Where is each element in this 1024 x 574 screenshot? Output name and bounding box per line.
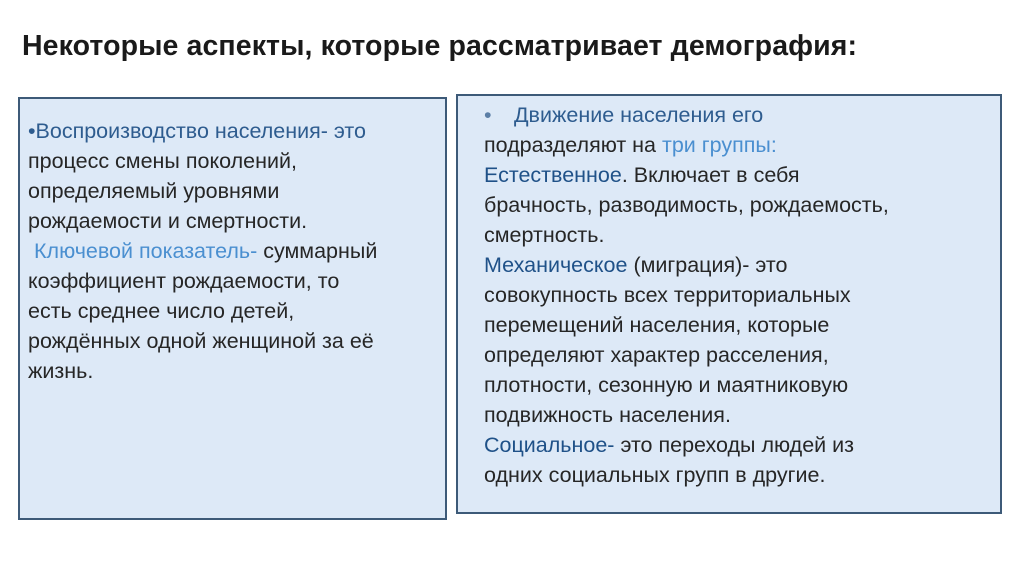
text-line: коэффициент рождаемости, то <box>28 269 340 293</box>
text-line: смертность. <box>484 223 605 247</box>
bullet: • <box>484 103 492 127</box>
key-indicator-text: суммарный <box>257 239 378 263</box>
key-indicator-label: Ключевой показатель- <box>34 239 258 263</box>
text-line: перемещений населения, которые <box>484 313 830 337</box>
movement-text <box>484 100 1000 490</box>
text-line: определяют характер расселения, <box>484 343 829 367</box>
reproduction-heading-line <box>28 116 445 146</box>
reproduction-heading: Воспроизводство населения- это <box>35 119 366 143</box>
mechanical-line <box>484 250 1000 280</box>
reproduction-box <box>18 97 447 520</box>
text-line: плотности, сезонную и маятниковую <box>484 373 849 397</box>
key-indicator-line <box>28 236 445 266</box>
three-groups-label: три группы: <box>661 133 777 157</box>
slide-title: Некоторые аспекты, которые рассматривает демография: <box>22 30 858 62</box>
text-fragment: подразделяют на <box>484 133 662 157</box>
reproduction-text <box>28 116 445 386</box>
social-line <box>484 430 1000 460</box>
text-line: рождаемости и смертности. <box>28 209 308 233</box>
social-text: это переходы людей из <box>614 433 855 457</box>
text-line: одних социальных групп в другие. <box>484 463 826 487</box>
natural-line <box>484 160 1000 190</box>
text-line: рождённых одной женщиной за её <box>28 329 374 353</box>
text-line: определяемый уровнями <box>28 179 280 203</box>
mechanical-text: (миграция)- это <box>627 253 788 277</box>
text-line: совокупность всех территориальных <box>484 283 851 307</box>
movement-heading-line <box>484 100 1000 130</box>
groups-line <box>484 130 1000 160</box>
text-line: процесс смены поколений, <box>28 149 297 173</box>
natural-label: Естественное <box>484 163 622 187</box>
text-line: жизнь. <box>28 359 94 383</box>
text-line: брачность, разводимость, рождаемость, <box>484 193 889 217</box>
natural-text: . Включает в себя <box>621 163 800 187</box>
movement-box <box>456 94 1002 514</box>
text-line: есть среднее число детей, <box>28 299 295 323</box>
bullet: • <box>28 119 36 143</box>
text-line: подвижность населения. <box>484 403 731 427</box>
social-label: Социальное- <box>484 433 615 457</box>
mechanical-label: Механическое <box>484 253 628 277</box>
movement-heading: Движение населения его <box>514 103 764 127</box>
